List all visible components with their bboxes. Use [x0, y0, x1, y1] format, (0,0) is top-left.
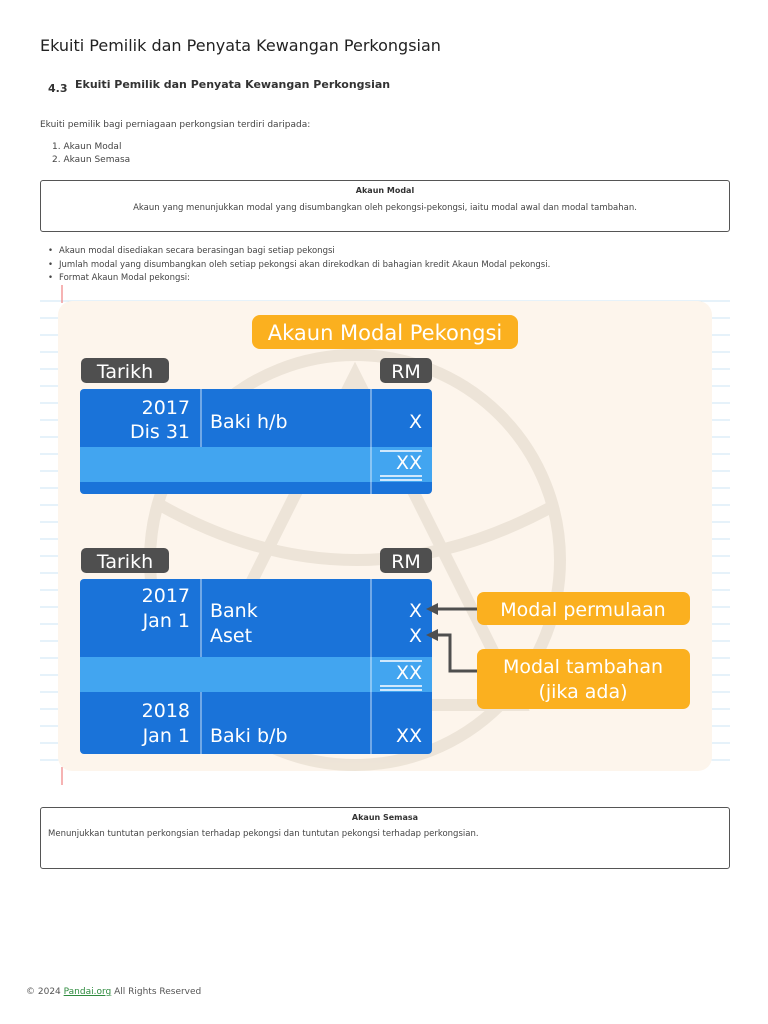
table2-header-amount-label: RM	[391, 551, 421, 573]
table1-year: 2017	[141, 397, 190, 419]
akaun-semasa-box	[40, 807, 730, 869]
page-title: Ekuiti Pemilik dan Penyata Kewangan Perkongsian	[40, 36, 441, 55]
table1-desc: Baki h/b	[210, 411, 288, 433]
table2-desc3: Baki b/b	[210, 725, 288, 747]
table2	[80, 579, 432, 754]
table1	[80, 389, 432, 494]
ordered-list	[52, 141, 130, 167]
table1-header-amount-label: RM	[391, 361, 421, 383]
table2-year2: 2018	[141, 700, 190, 722]
label-modal-tambahan-line2: (jika ada)	[538, 681, 628, 703]
table2-date2: Jan 1	[142, 725, 190, 747]
box-title: Akaun Modal	[355, 186, 415, 195]
table1-amount: X	[408, 411, 422, 433]
table2-header-date-label: Tarikh	[96, 551, 154, 573]
label-modal-tambahan-line1: Modal tambahan	[502, 656, 664, 678]
table1-date: Dis 31	[129, 421, 190, 443]
box-body: Akaun yang menunjukkan modal yang disumbangkan oleh pekongsi-pekongsi, iaitu modal awal dan modal tambahan.	[133, 203, 637, 213]
table1-header-date-label: Tarikh	[96, 361, 154, 383]
footer-prefix: © 2024	[26, 987, 64, 997]
list-item: • Jumlah modal yang disumbangkan oleh setiap pekongsi akan direkodkan di bahagian kredit Akaun Modal pekongsi.	[48, 259, 550, 273]
table2-desc1: Bank	[210, 600, 258, 622]
table2-year1: 2017	[141, 585, 190, 607]
table2-amount3: XX	[395, 725, 422, 747]
list-item: • Akaun modal disediakan secara berasingan bagi setiap pekongsi	[48, 245, 550, 259]
label-modal-permulaan: Modal permulaan	[500, 599, 666, 621]
table1-total: XX	[395, 452, 422, 474]
section-title: Ekuiti Pemilik dan Penyata Kewangan Perkongsian	[75, 78, 391, 91]
bullet-list	[48, 245, 550, 286]
box-body: Menunjukkan tuntutan perkongsian terhadap pekongsi dan tuntutan pekongsi terhadap perkongsian.	[48, 829, 479, 839]
section-number: 4.3	[48, 82, 68, 95]
footer-suffix: All Rights Reserved	[111, 987, 202, 997]
akaun-modal-box	[40, 180, 730, 232]
table2-amount1: X	[408, 600, 422, 622]
list-item: 1. Akaun Modal	[52, 142, 122, 152]
table2-desc2: Aset	[210, 625, 253, 647]
list-item: 2. Akaun Semasa	[52, 155, 131, 165]
table2-date1: Jan 1	[142, 610, 190, 632]
akaun-modal-diagram	[40, 285, 730, 785]
diagram-title: Akaun Modal Pekongsi	[267, 321, 503, 345]
box-title: Akaun Semasa	[351, 813, 419, 822]
intro-text: Ekuiti pemilik bagi perniagaan perkongsian terdiri daripada:	[40, 120, 311, 130]
list-item: • Format Akaun Modal pekongsi:	[48, 272, 550, 286]
table2-total: XX	[395, 662, 422, 684]
table2-amount2: X	[408, 625, 422, 647]
footer-link[interactable]: Pandai.org	[63, 987, 112, 997]
footer	[26, 987, 201, 997]
